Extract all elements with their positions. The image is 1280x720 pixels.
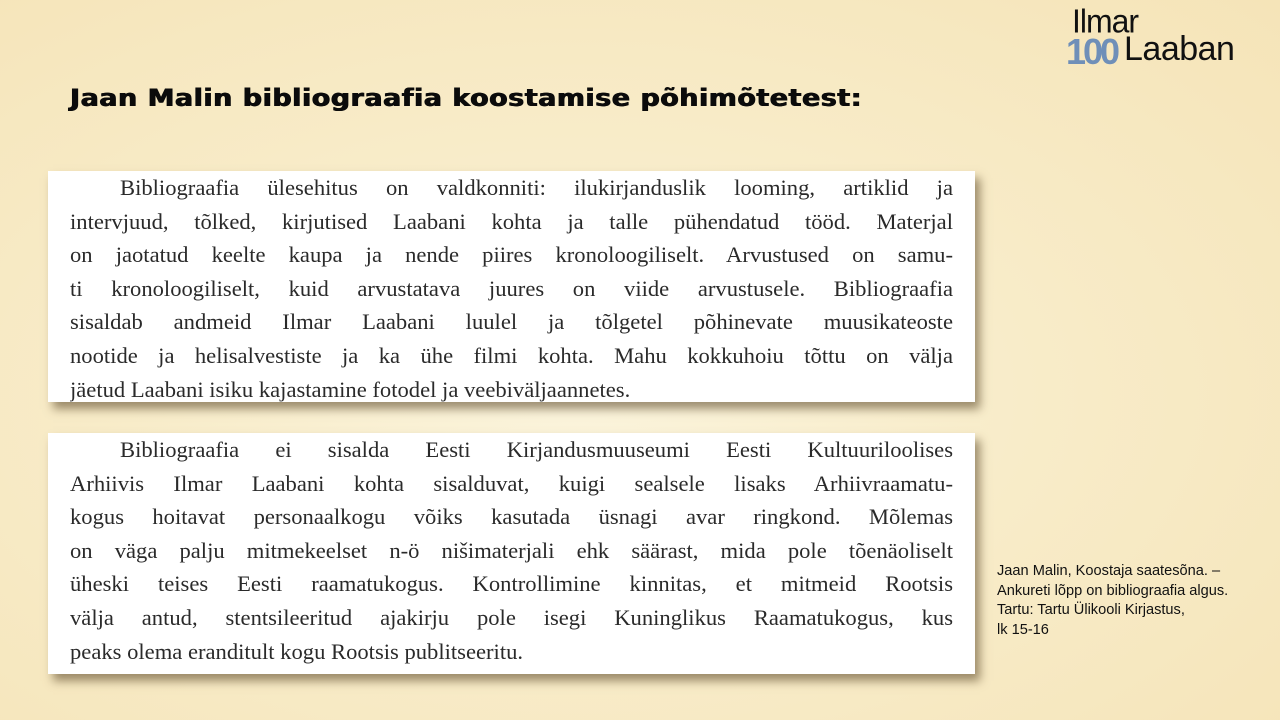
book-excerpt-1: [48, 171, 975, 402]
citation-line: Jaan Malin, Koostaja saatesõna. –: [997, 563, 1221, 579]
excerpt-2-line: on väga palju mitmekeelset n-ö nišimaterjali ehk säärast, mida pole tõenäoliselt: [70, 537, 953, 563]
excerpt-1-line: intervjuud, tõlked, kirjutised Laabani kohta ja talle pühendatud tööd. Materjal: [70, 208, 953, 234]
excerpt-2-line: peaks olema eranditult kogu Rootsis publitseeritu.: [70, 638, 524, 664]
citation-line: Tartu: Tartu Ülikooli Kirjastus,: [997, 602, 1185, 618]
excerpt-2-line: Arhiivis Ilmar Laabani kohta sisalduvat, kuigi sealsele lisaks Arhiivraamatu-: [70, 470, 953, 496]
book-excerpt-2: [48, 433, 975, 674]
excerpt-1-line: on jaotatud keelte kaupa ja nende piires kronoloogiliselt. Arvustused on samu-: [70, 242, 953, 268]
excerpt-1-line: jäetud Laabani isiku kajastamine fotodel ja veebiväljaannetes.: [70, 376, 631, 402]
logo-number: 100: [1066, 31, 1118, 70]
source-citation: [997, 562, 1277, 640]
slide-title: Jaan Malin bibliograafia koostamise põhimõtetest:: [70, 84, 862, 112]
citation-line: lk 15-16: [997, 621, 1049, 638]
citation-line: Ankureti lõpp on bibliograafia algus.: [997, 582, 1229, 599]
logo-ilmar: Ilmar: [1072, 1, 1139, 40]
ilmar-laaban-100-logo: [1066, 0, 1276, 70]
excerpt-1-line: Bibliograafia ülesehitus on valdkonniti: ilukirjanduslik looming, artiklid ja: [120, 175, 953, 200]
excerpt-2-line: välja antud, stentsileeritud ajakirju pole isegi Kuninglikus Raamatukogus, kus: [70, 604, 953, 630]
excerpt-2-line: Bibliograafia ei sisalda Eesti Kirjandusmuuseumi Eesti Kultuuriloolises: [120, 437, 953, 462]
excerpt-1-line: ti kronoloogiliselt, kuid arvustatava juures on viide arvustusele. Bibliograafia: [70, 275, 953, 301]
excerpt-2-line: kogus hoitavat personaalkogu võiks kasutada üsnagi avar ringkond. Mõlemas: [70, 504, 953, 530]
logo-laaban: Laaban: [1124, 30, 1235, 68]
excerpt-1-line: nootide ja helisalvestiste ja ka ühe filmi kohta. Mahu kokkuhoiu tõttu on välja: [70, 342, 953, 368]
excerpt-1-line: sisaldab andmeid Ilmar Laabani luulel ja tõlgetel põhinevate muusikateoste: [70, 309, 953, 335]
excerpt-2-line: üheski teises Eesti raamatukogus. Kontrollimine kinnitas, et mitmeid Rootsis: [70, 571, 953, 597]
